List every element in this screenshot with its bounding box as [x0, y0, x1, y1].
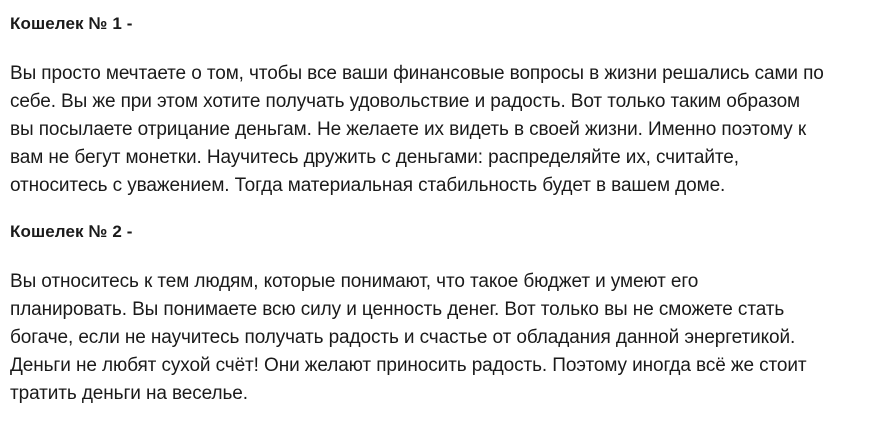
- section-paragraph: [10, 268, 870, 408]
- paragraph-line: Вы относитесь к тем людям, которые понимают, что такое бюджет и умеют его: [10, 271, 699, 292]
- paragraph-line: относитесь с уважением. Тогда материальная стабильность будет в вашем доме.: [10, 175, 726, 196]
- paragraph-line: тратить деньги на веселье.: [10, 383, 248, 404]
- paragraph-line: вы посылаете отрицание деньгам. Не желаете их видеть в своей жизни. Именно поэтому к: [10, 119, 807, 140]
- paragraph-line: вам не бегут монетки. Научитесь дружить с деньгами: распределяйте их, считайте,: [10, 147, 739, 168]
- wallet-section-2: [10, 221, 870, 408]
- paragraph-line: Деньги не любят сухой счёт! Они желают приносить радость. Поэтому иногда всё же стоит: [10, 355, 807, 376]
- section-heading-wallet-2: Кошелек № 2 -: [10, 222, 133, 241]
- section-paragraph: [10, 60, 870, 200]
- paragraph-line: себе. Вы же при этом хотите получать удовольствие и радость. Вот только таким образом: [10, 91, 801, 112]
- paragraph-line: планировать. Вы понимаете всю силу и ценность денег. Вот только вы не сможете стать: [10, 299, 785, 320]
- wallet-section-1: [10, 13, 870, 200]
- section-heading-wallet-1: Кошелек № 1 -: [10, 14, 133, 33]
- paragraph-line: богаче, если не научитесь получать радость и счастье от обладания данной энергетикой.: [10, 327, 796, 348]
- paragraph-line: Вы просто мечтаете о том, чтобы все ваши финансовые вопросы в жизни решались сами по: [10, 63, 824, 84]
